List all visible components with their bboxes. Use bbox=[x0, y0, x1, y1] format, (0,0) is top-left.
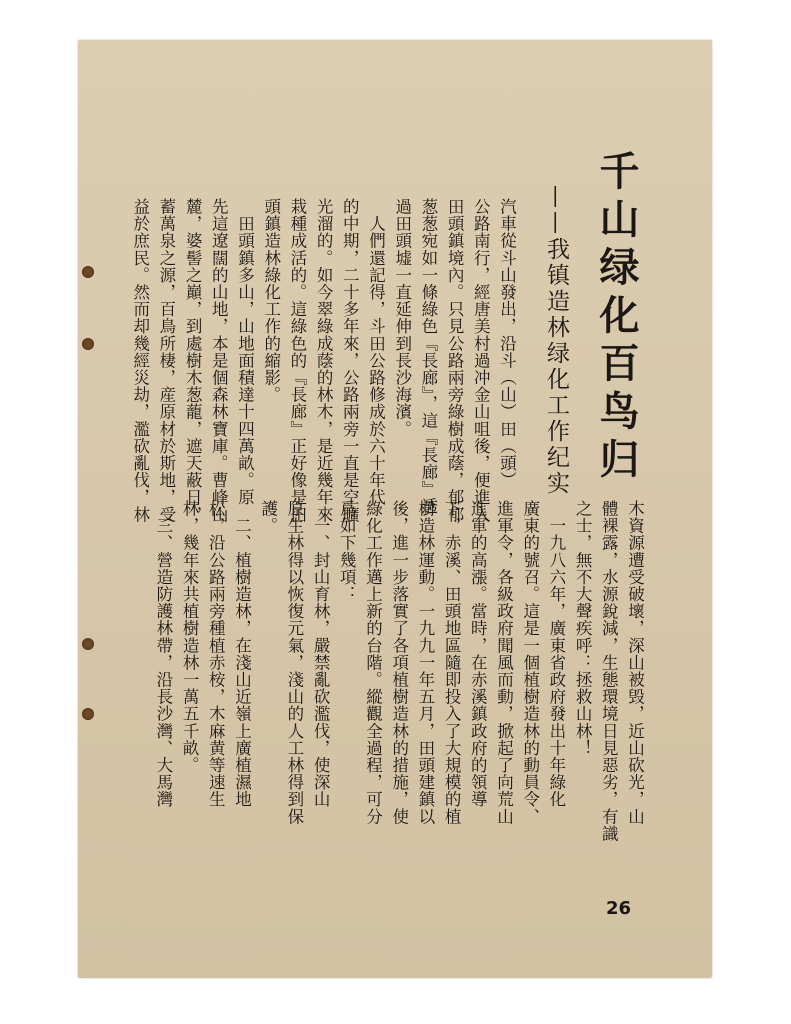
text-column: 之士，無不大聲疾呼：拯救山林！ bbox=[573, 500, 593, 757]
binding-hole bbox=[82, 708, 94, 720]
text-column: 護。 bbox=[258, 500, 278, 535]
text-column: 先這遼闊的山地，本是個森林寶庫。曹峰山 bbox=[209, 198, 229, 523]
text-column: 綠化工作邁上新的台階。縱觀全過程，可分 bbox=[363, 500, 383, 825]
text-column: 光溜的。如今翠綠成蔭的林木，是近幾年來 bbox=[314, 198, 334, 523]
text-column: 體裸露，水源銳減，生態環境日見惡劣，有識 bbox=[599, 500, 619, 842]
text-column: 三、營造防護林帶，沿長沙灣、大馬灣 bbox=[153, 500, 173, 808]
text-column: 廣東的號召。這是一個植樹造林的動員令、 bbox=[520, 500, 540, 825]
text-column: 爲如下幾項： bbox=[337, 500, 357, 603]
text-column: 一、封山育林，嚴禁亂砍濫伐，使深山 bbox=[311, 500, 331, 808]
text-column: 過田頭墟一直延伸到長沙海濱。 bbox=[392, 198, 412, 438]
text-column: 人們還記得，斗田公路修成於六十年代 bbox=[366, 198, 386, 506]
text-column: 進軍的高漲。當時，在赤溪鎮政府的領導 bbox=[468, 500, 488, 808]
text-column: 公路南行，經唐美村過冲金山咀後，便進入 bbox=[471, 198, 491, 523]
page-number: 26 bbox=[606, 898, 632, 919]
text-column: 蓄萬泉之源，百鳥所棲，産原材於斯地，受 bbox=[156, 198, 176, 523]
text-column: 後，進一步落實了各項植樹造林的措施，使 bbox=[389, 500, 409, 825]
binding-hole bbox=[82, 638, 94, 650]
text-column: 栽種成活的。這綠色的『長廊』正好像是田 bbox=[287, 198, 307, 523]
text-column: 汽車從斗山發出，沿斗（山）田（頭） bbox=[497, 198, 517, 489]
text-column: 林，幾年來共植樹造林一萬五千畝。 bbox=[180, 500, 200, 774]
text-column: 原生林得以恢復元氣，淺山的人工林得到保 bbox=[284, 500, 304, 825]
text-column: 葱葱宛如一條綠色『長廊』，這『長廊』透 bbox=[418, 198, 438, 515]
book-page bbox=[78, 40, 712, 978]
text-column: 木資源遭受破壞，深山被毁，近山砍光，山 bbox=[625, 500, 645, 825]
text-column: 田頭鎮多山，山地面積達十四萬畝。原 bbox=[235, 198, 255, 506]
page-title: 千山绿化百鸟归 bbox=[593, 150, 640, 486]
text-column: 一九八六年，廣東省政府發出十年綠化 bbox=[546, 500, 566, 808]
text-column: 二、植樹造林，在淺山近嶺上廣植濕地 bbox=[232, 500, 252, 808]
text-column: 頭鎮造林綠化工作的縮影。 bbox=[261, 198, 281, 404]
text-column: 田頭鎮境內。只見公路兩旁綠樹成蔭，郁郁 bbox=[445, 198, 465, 523]
text-column: 進軍令，各級政府聞風而動，掀起了向荒山 bbox=[494, 500, 514, 825]
text-column: 松，沿公路兩旁種植赤桉，木麻黄等速生 bbox=[206, 500, 226, 808]
text-column: 的中期，二十多年來，公路兩旁一直是空曠 bbox=[340, 198, 360, 523]
text-column: 樹造林運動。一九九一年五月，田頭建鎮以 bbox=[415, 500, 435, 825]
page-subtitle: ——我镇造林绿化工作纪实 bbox=[543, 185, 569, 497]
text-column: 麓，婆髻之巔，到處樹木葱蘢，遮天蔽日， bbox=[183, 198, 203, 523]
text-column: 下，赤溪、田頭地區隨即投入了大規模的植 bbox=[442, 500, 462, 825]
text-column: 益於庶民。然而却幾經災劫，濫砍亂伐，林 bbox=[130, 198, 150, 523]
binding-hole bbox=[82, 266, 94, 278]
binding-hole bbox=[82, 338, 94, 350]
